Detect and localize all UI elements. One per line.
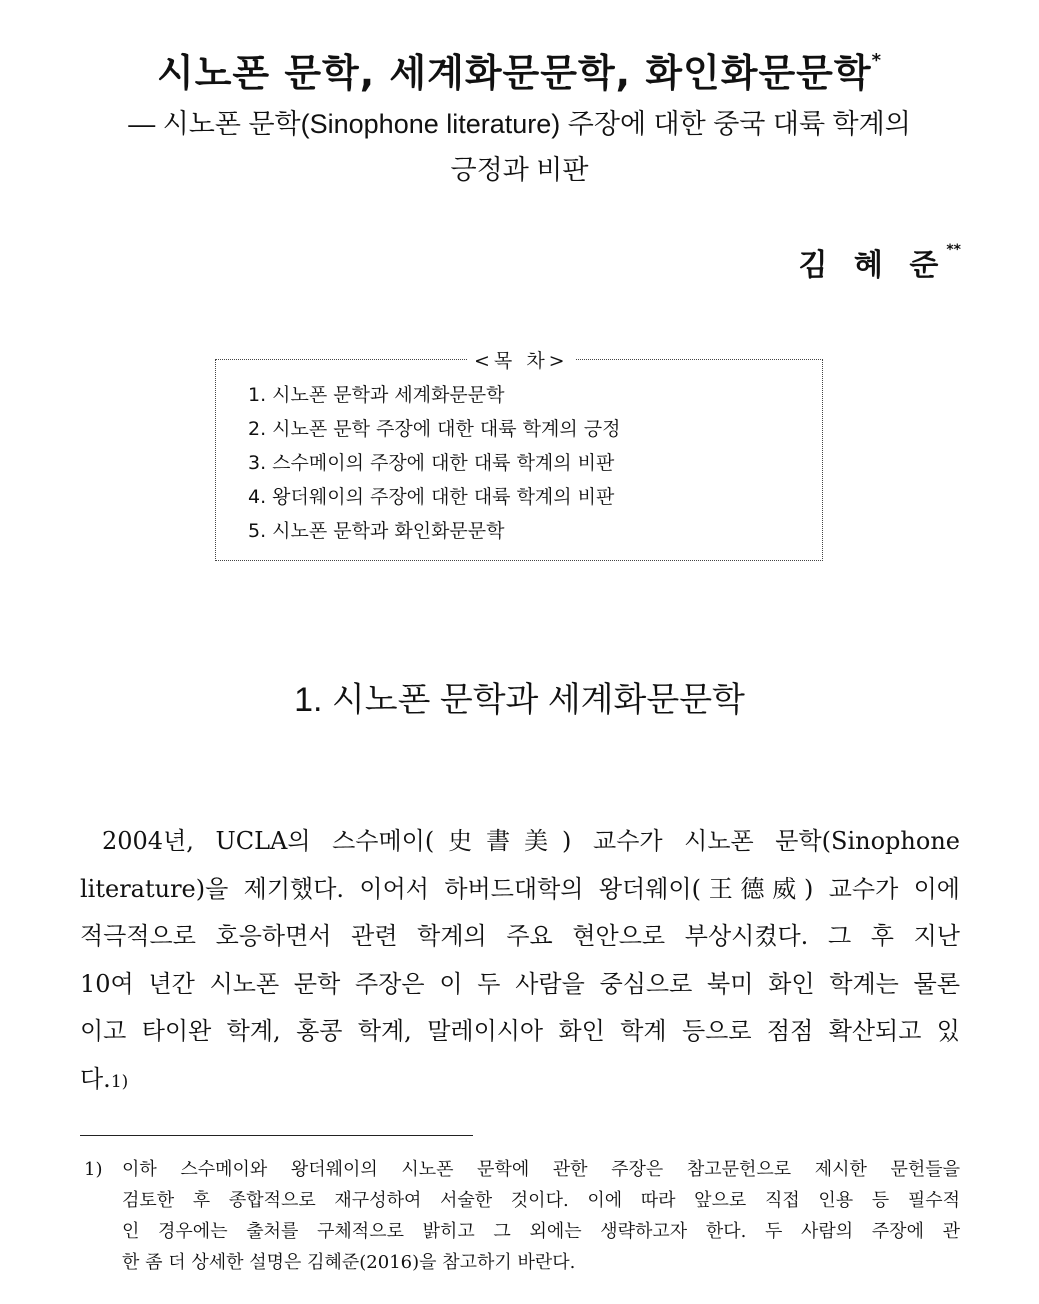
author-name: 김 혜 준 bbox=[798, 248, 947, 283]
toc-item: 1. 시노폰 문학과 세계화문문학 bbox=[248, 384, 505, 406]
footnote-divider bbox=[80, 1135, 473, 1136]
footnote-line bbox=[84, 1154, 960, 1185]
paper-subtitle-line-1: — 시노폰 문학(Sinophone literature) 주장에 대한 중국 대륙 학계의 bbox=[128, 109, 911, 139]
table-of-contents bbox=[215, 350, 823, 561]
paragraph-line: 적극적으로 호응하면서 관련 학계의 주요 현안으로 부상시켰다. 그 후 지난 bbox=[80, 922, 960, 950]
paragraph-line-text: 다. bbox=[80, 1064, 111, 1093]
toc-item: 2. 시노폰 문학 주장에 대한 대륙 학계의 긍정 bbox=[248, 418, 621, 440]
toc-item: 3. 스수메이의 주장에 대한 대륙 학계의 비판 bbox=[248, 452, 615, 474]
paragraph-line: 10여 년간 시노폰 문학 주장은 이 두 사람을 중심으로 북미 화인 학계는 물론 bbox=[80, 969, 960, 998]
title-footnote-mark: * bbox=[871, 50, 883, 72]
paper-title bbox=[0, 42, 1039, 97]
paragraph-line: 이고 타이완 학계, 홍콩 학계, 말레이시아 화인 학계 등으로 점점 확산되고 있 bbox=[80, 1017, 960, 1045]
toc-heading: <목 차> bbox=[468, 346, 575, 373]
paper-subtitle-line-2: 긍정과 비판 bbox=[450, 155, 589, 185]
footnote-line-text: 이하 스수메이와 왕더웨이의 시노폰 문학에 관한 주장은 참고문헌으로 제시한 문헌들을 bbox=[122, 1159, 960, 1180]
author-footnote-mark: ** bbox=[946, 242, 961, 258]
toc-item: 5. 시노폰 문학과 화인화문문학 bbox=[248, 520, 505, 542]
footnote-line: 검토한 후 종합적으로 재구성하여 서술한 것이다. 이에 따라 앞으로 직접 인용 등 필수적 bbox=[122, 1190, 960, 1211]
section-heading: 1. 시노폰 문학과 세계화문문학 bbox=[294, 681, 745, 719]
footnote-reference: 1) bbox=[110, 1071, 129, 1092]
paragraph-line: literature)을 제기했다. 이어서 하버드대학의 왕더웨이(王德威) 교수가 이에 bbox=[80, 874, 960, 903]
toc-item: 4. 왕더웨이의 주장에 대한 대륙 학계의 비판 bbox=[248, 486, 615, 508]
author-byline bbox=[799, 240, 962, 284]
paragraph-line: 2004년, UCLA의 스수메이(史書美) 교수가 시노폰 문학(Sinophone bbox=[102, 827, 960, 855]
paper-title-text: 시노폰 문학, 세계화문문학, 화인화문문학 bbox=[156, 51, 872, 95]
paragraph-last-line bbox=[80, 1056, 960, 1107]
footnote-number: 1) bbox=[84, 1159, 103, 1180]
footnote-line: 한 좀 더 상세한 설명은 김혜준(2016)을 참고하기 바란다. bbox=[122, 1252, 576, 1273]
body-paragraph bbox=[80, 818, 960, 1106]
toc-list bbox=[248, 378, 620, 548]
footnote bbox=[84, 1154, 960, 1278]
footnote-line: 인 경우에는 출처를 구체적으로 밝히고 그 외에는 생략하고자 한다. 두 사람의 주장에 관 bbox=[122, 1221, 960, 1242]
